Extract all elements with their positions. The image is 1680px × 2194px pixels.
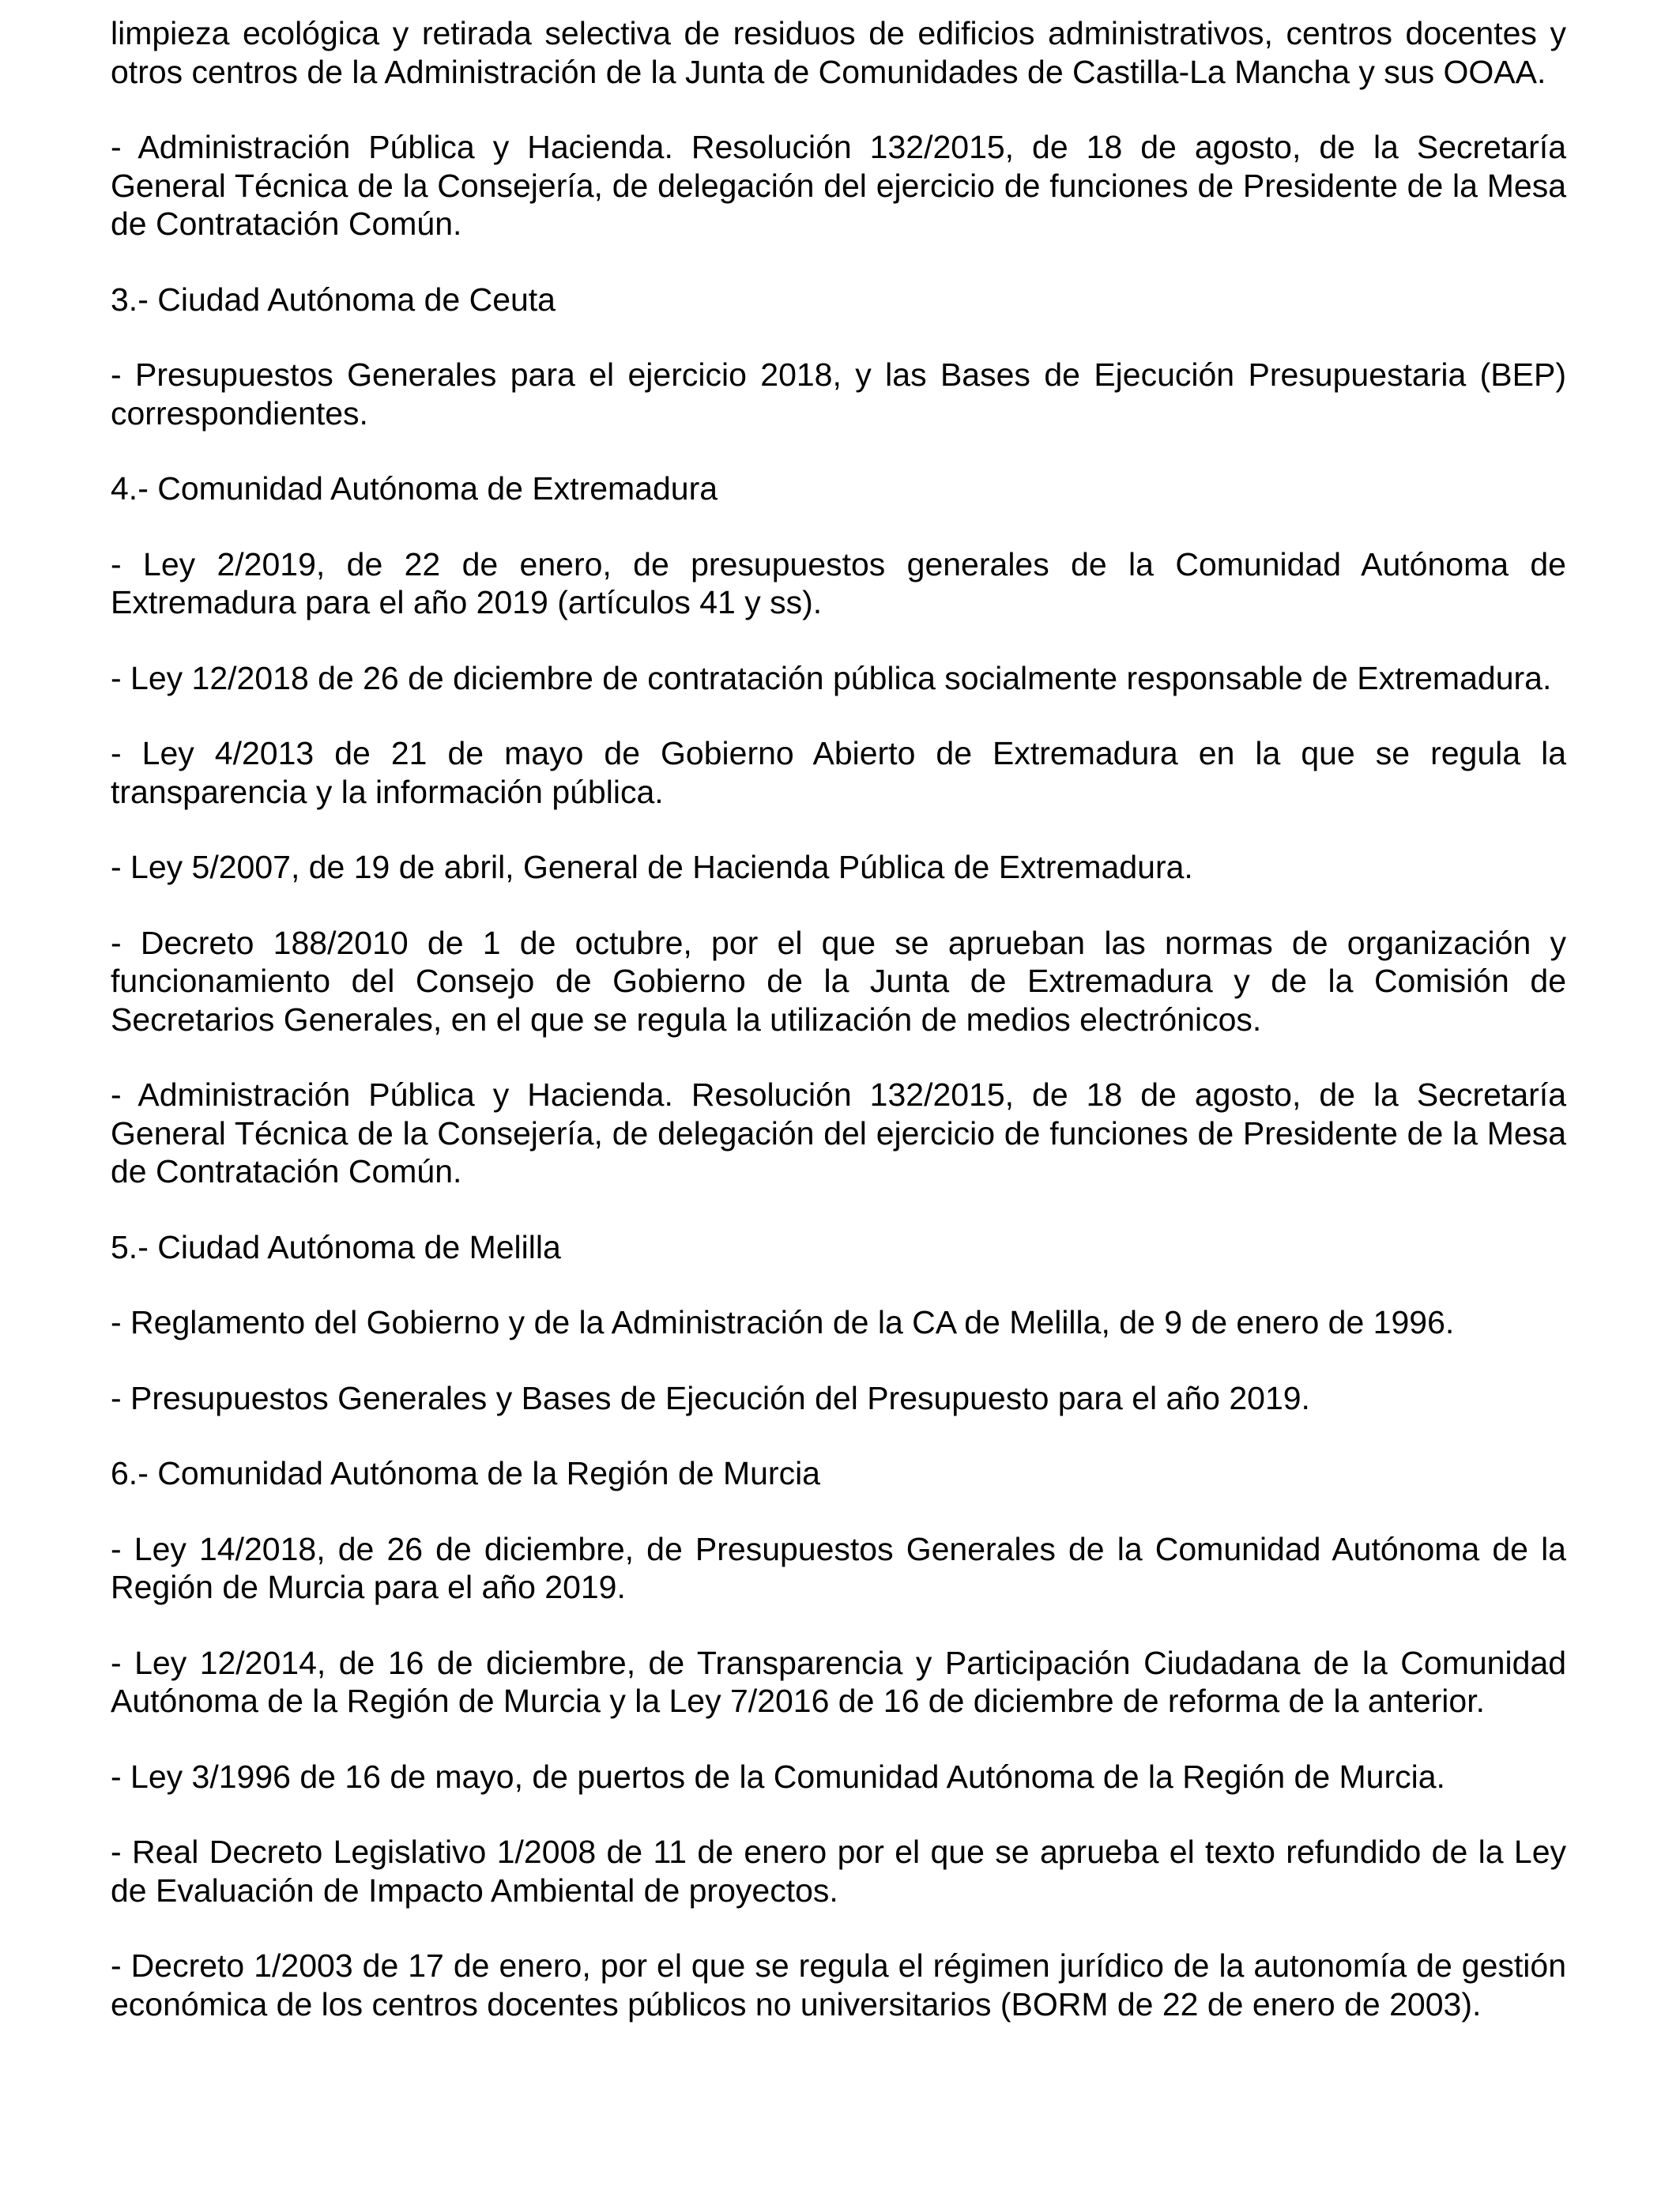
paragraph-item: - Decreto 188/2010 de 1 de octubre, por el que se aprueban las normas de organización y funcionamiento del Consejo de Gobierno de la Junta de Extremadura y de la Comisión de Secretarios Generales, en el que se regula la utilización de medios electrónicos. (111, 924, 1566, 1038)
section-heading-murcia: 6.- Comunidad Autónoma de la Región de Murcia (111, 1455, 820, 1491)
paragraph-item: - Ley 4/2013 de 21 de mayo de Gobierno Abierto de Extremadura en la que se regula la transparencia y la información pública. (111, 735, 1566, 810)
section-heading-ceuta: 3.- Ciudad Autónoma de Ceuta (111, 281, 556, 318)
paragraph-item: - Ley 5/2007, de 19 de abril, General de Hacienda Pública de Extremadura. (111, 849, 1193, 885)
paragraph-item: - Ley 14/2018, de 26 de diciembre, de Presupuestos Generales de la Comunidad Autónoma de la Región de Murcia para el año 2019. (111, 1530, 1566, 1605)
paragraph-item: - Presupuestos Generales y Bases de Ejecución del Presupuesto para el año 2019. (111, 1379, 1310, 1416)
paragraph-item: - Reglamento del Gobierno y de la Administración de la CA de Melilla, de 9 de enero de 1996. (111, 1304, 1455, 1340)
paragraph-item: - Real Decreto Legislativo 1/2008 de 11 de enero por el que se aprueba el texto refundido de la Ley de Evaluación de Impacto Ambiental de proyectos. (111, 1834, 1566, 1909)
document-page (111, 14, 1566, 2060)
paragraph-item: - Ley 3/1996 de 16 de mayo, de puertos de la Comunidad Autónoma de la Región de Murcia. (111, 1758, 1445, 1795)
paragraph-item: - Administración Pública y Hacienda. Resolución 132/2015, de 18 de agosto, de la Secretaría General Técnica de la Consejería, de delegación del ejercicio de funciones de Presidente de la Mesa de Contratación Común. (111, 1076, 1566, 1189)
section-heading-melilla: 5.- Ciudad Autónoma de Melilla (111, 1228, 561, 1265)
section-heading-extremadura: 4.- Comunidad Autónoma de Extremadura (111, 470, 718, 507)
paragraph-item: - Presupuestos Generales para el ejercicio 2018, y las Bases de Ejecución Presupuestaria (BEP) correspondientes. (111, 356, 1566, 432)
paragraph-item: - Administración Pública y Hacienda. Resolución 132/2015, de 18 de agosto, de la Secretaría General Técnica de la Consejería, de delegación del ejercicio de funciones de Presidente de la Mesa de Contratación Común. (111, 129, 1566, 242)
paragraph-item: - Decreto 1/2003 de 17 de enero, por el que se regula el régimen jurídico de la autonomía de gestión económica de los centros docentes públicos no universitarios (BORM de 22 de enero de 2003). (111, 1947, 1566, 2022)
paragraph-item: - Ley 2/2019, de 22 de enero, de presupuestos generales de la Comunidad Autónoma de Extremadura para el año 2019 (artículos 41 y ss). (111, 545, 1566, 620)
paragraph-continuation: limpieza ecológica y retirada selectiva de residuos de edificios administrativos, centros docentes y otros centros de la Administración de la Junta de Comunidades de Castilla-La Mancha y sus OOAA. (111, 15, 1566, 90)
paragraph-item: - Ley 12/2014, de 16 de diciembre, de Transparencia y Participación Ciudadana de la Comunidad Autónoma de la Región de Murcia y la Ley 7/2016 de 16 de diciembre de reforma de la anterior. (111, 1644, 1566, 1719)
paragraph-item: - Ley 12/2018 de 26 de diciembre de contratación pública socialmente responsable de Extremadura. (111, 659, 1552, 696)
